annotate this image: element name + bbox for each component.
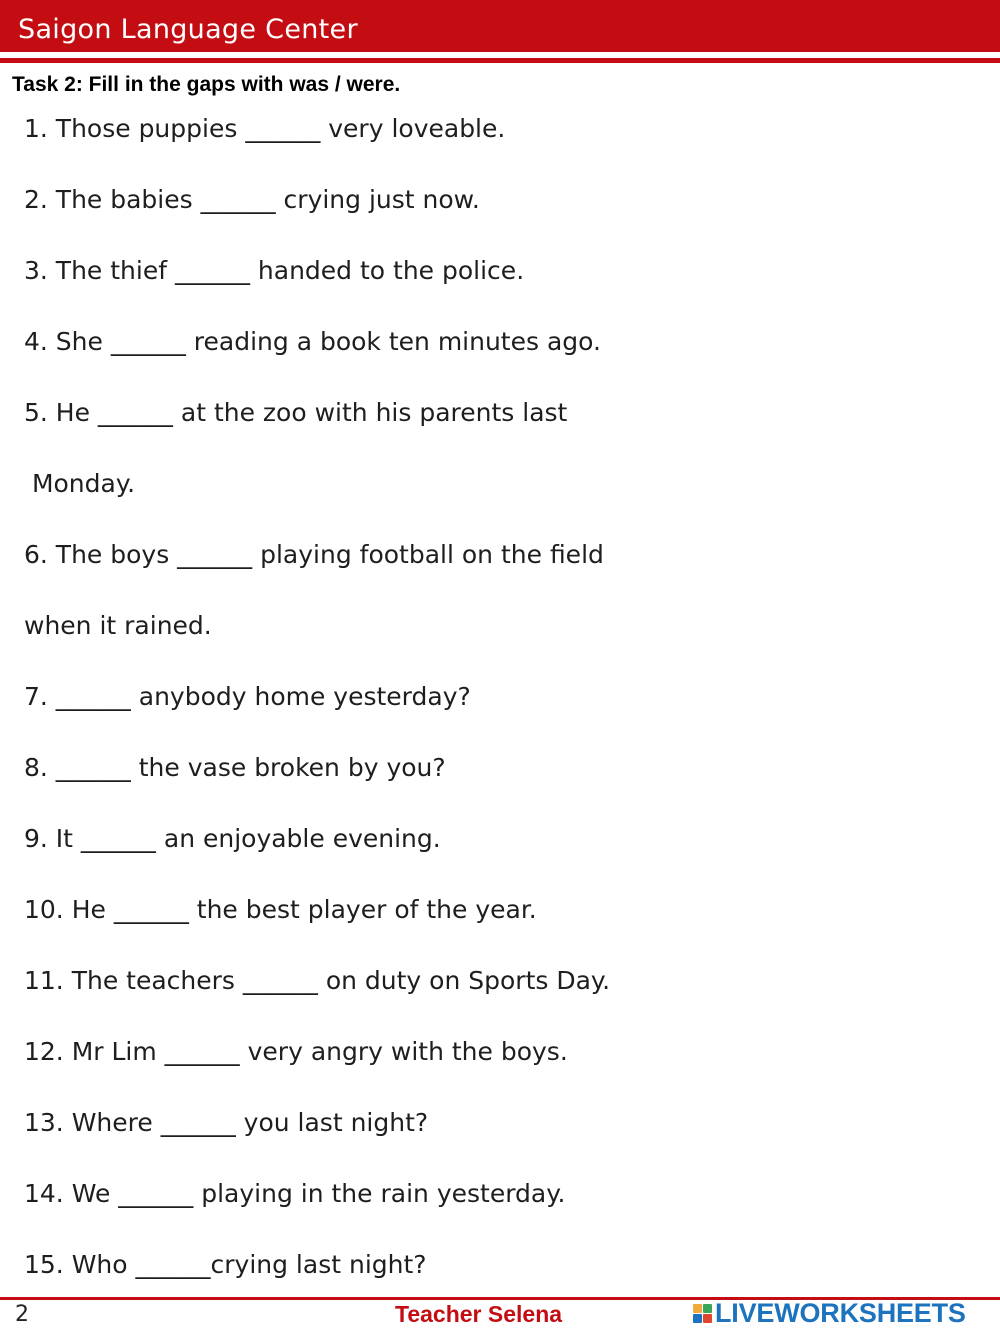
liveworksheets-logo-icon (693, 1304, 712, 1323)
exercise-line: 11. The teachers ______ on duty on Sports Day. (24, 966, 611, 995)
exercise-line: 3. The thief ______ handed to the police. (24, 256, 525, 285)
liveworksheets-logo[interactable] (693, 1298, 966, 1329)
task-heading: Task 2: Fill in the gaps with was / were. (12, 73, 401, 96)
exercise-line: 15. Who ______crying last night? (24, 1250, 427, 1279)
exercise-line: 14. We ______ playing in the rain yesterday. (24, 1179, 566, 1208)
page-number: 2 (15, 1302, 29, 1327)
exercise-line: 9. It ______ an enjoyable evening. (24, 824, 441, 853)
exercise-line: 10. He ______ the best player of the year. (24, 895, 537, 924)
exercise-line: 6. The boys ______ playing football on the field (24, 540, 604, 569)
header-title: Saigon Language Center (18, 14, 358, 45)
exercise-line: 8. ______ the vase broken by you? (24, 753, 446, 782)
exercise-line-continuation: when it rained. (24, 611, 212, 640)
exercise-line: 2. The babies ______ crying just now. (24, 185, 480, 214)
exercise-line: 5. He ______ at the zoo with his parents last (24, 398, 568, 427)
exercise-line: 12. Mr Lim ______ very angry with the boys. (24, 1037, 568, 1066)
logo-text: LIVEWORKSHEETS (715, 1298, 966, 1328)
exercise-line-continuation: Monday. (24, 469, 136, 498)
exercise-line: 13. Where ______ you last night? (24, 1108, 429, 1137)
header-bar (0, 0, 1000, 52)
exercise-line: 1. Those puppies ______ very loveable. (24, 114, 506, 143)
exercise-line: 7. ______ anybody home yesterday? (24, 682, 471, 711)
teacher-name: Teacher Selena (395, 1301, 563, 1327)
header-divider (0, 58, 1000, 63)
exercise-line: 4. She ______ reading a book ten minutes ago. (24, 327, 601, 356)
